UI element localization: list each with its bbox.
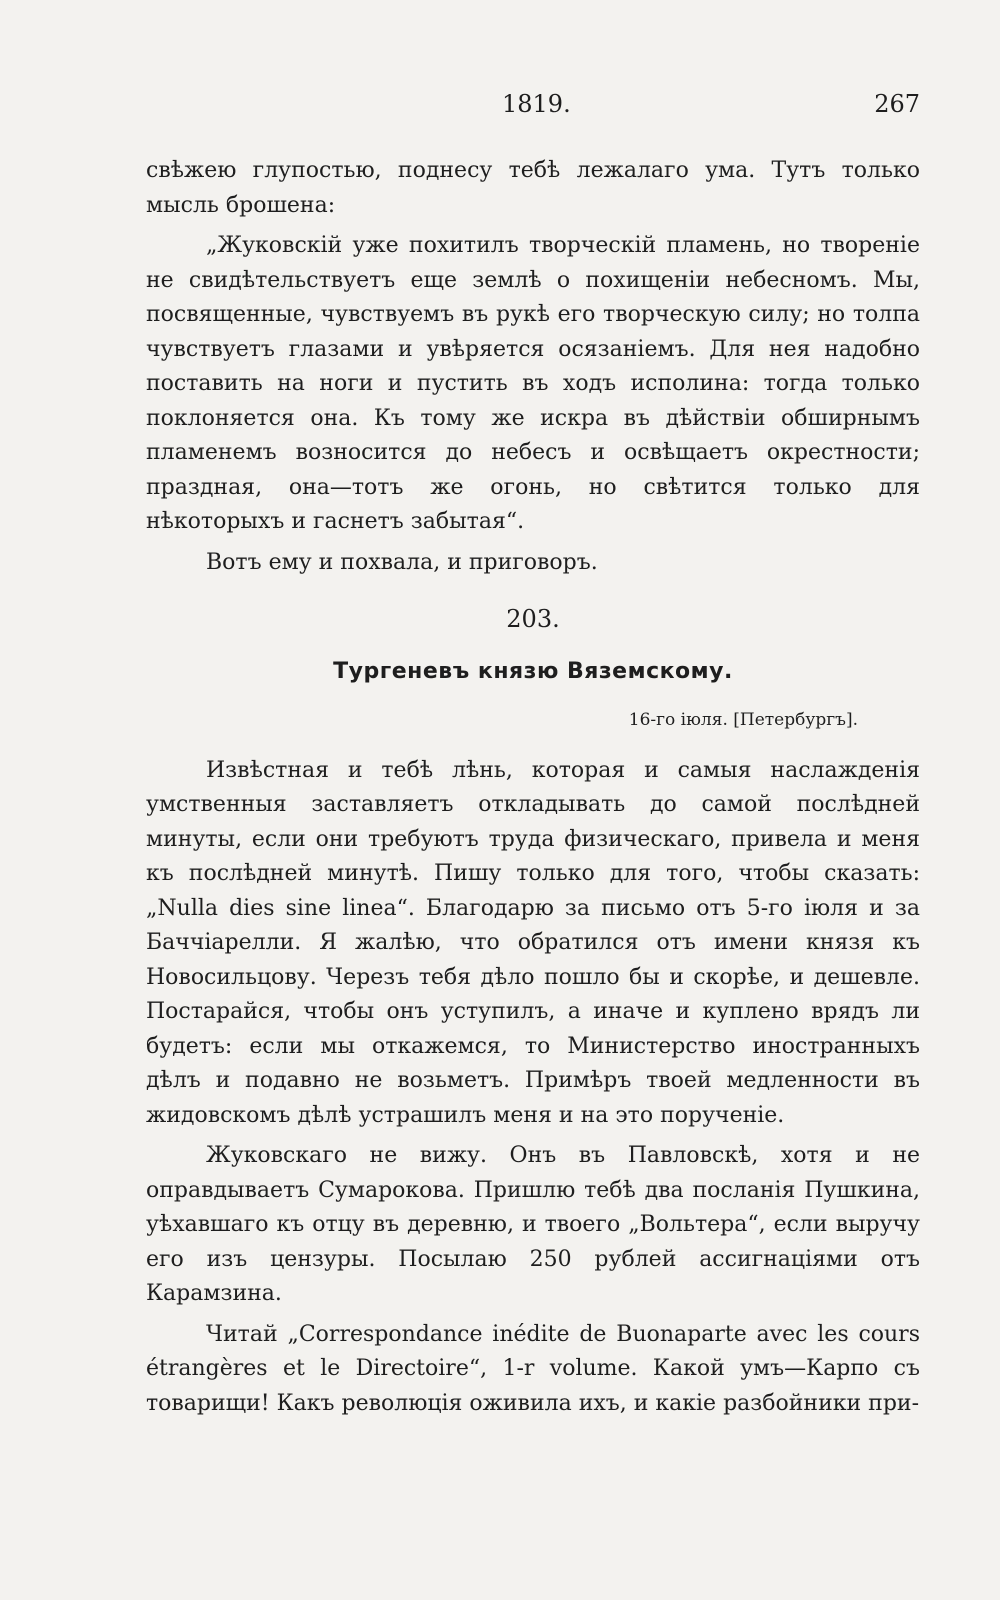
letter-paragraph: Жуковскаго не вижу. Онъ въ Павловскѣ, хотя и не оправдываетъ Сумарокова. Пришлю тебѣ два посланія Пушкина, уѣхавшаго къ отцу въ деревню, и твоего „Вольтера“, если выручу его изъ цензуры. Посылаю 250 рублей ассигнаціями отъ Карамзина.: [146, 1143, 920, 1306]
running-header: [146, 90, 920, 130]
letter-date: 16-го іюля. [Петербургъ].: [628, 710, 858, 730]
paragraph: Вотъ ему и похвала, и приговоръ.: [206, 549, 598, 575]
paragraph-continuation: свѣжею глупостью, поднесу тебѣ лежалаго ума. Тутъ только мысль брошена:: [146, 158, 920, 218]
letter-title: Тургеневъ князю Вяземскому.: [333, 658, 733, 684]
running-header-year: 1819.: [502, 90, 571, 118]
letter-paragraph: Извѣстная и тебѣ лѣнь, которая и самыя наслажденія умственныя заставляетъ откладывать до самой послѣдней минуты, если они требуютъ труда физическаго, привела и меня къ послѣдней минутѣ. Пишу только для того, чтобы сказать: „Nulla dies sine linea“. Благодарю за письмо отъ 5-го іюля и за Баччіарелли. Я жалѣю, что обратился отъ имени князя къ Новосильцову. Черезъ тебя дѣло пошло бы и скорѣе, и дешевле. Постарайся, чтобы онъ уступилъ, а иначе и куплено врядъ ли будетъ: если мы откажемся, то Министерство иностранныхъ дѣлъ и подавно не возьметъ. Примѣръ твоей медленности въ жидовскомъ дѣлѣ устрашилъ меня и на это порученіе.: [146, 757, 920, 1128]
letter-number: 203.: [506, 605, 560, 633]
page-body: [146, 154, 920, 1427]
quoted-paragraph: „Жуковскій уже похитилъ творческій пламень, но твореніе не свидѣтельствуетъ еще землѣ о похищеніи небесномъ. Мы, посвященные, чувствуемъ въ рукѣ его творческую силу; но толпа чувствуетъ глазами и увѣряется осязаніемъ. Для нея надобно поставить на ноги и пустить въ ходъ исполина: тогда только поклоняется она. Къ тому же искра въ дѣйствіи обширнымъ пламенемъ возносится до небесъ и освѣщаетъ окрестности; праздная, она—тотъ же огонь, но свѣтится только для нѣкоторыхъ и гаснетъ забытая“.: [146, 233, 920, 534]
page-number: 267: [874, 90, 920, 118]
letter-paragraph: Читай „Correspondance inédite de Buonaparte avec les cours étrangères et le Directoire“, 1-r volume. Какой умъ—Карпо съ товарищи! Какъ революція оживила ихъ, и какіе разбойники при-: [146, 1321, 920, 1416]
